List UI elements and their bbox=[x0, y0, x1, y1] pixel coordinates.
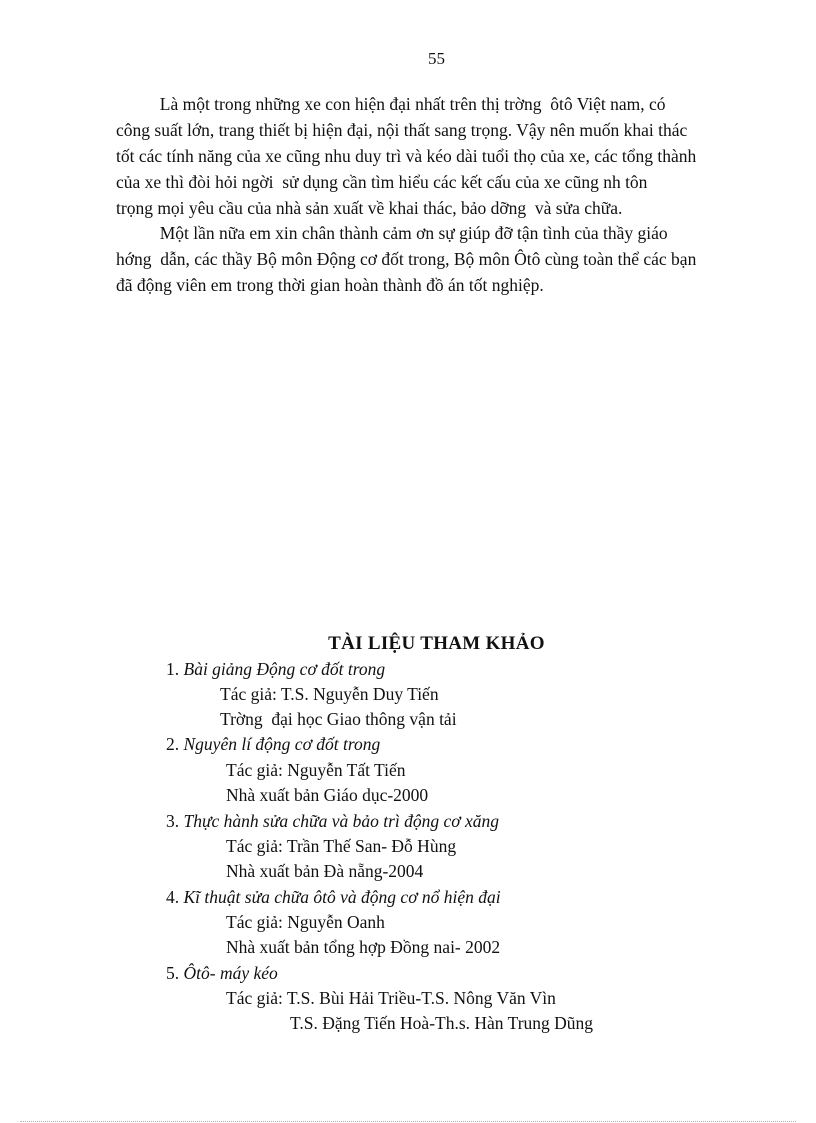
reference-title: Ôtô- máy kéo bbox=[183, 963, 278, 983]
body-line: công suất lớn, trang thiết bị hiện đại, nội thất sang trọng. Vậy nên muốn khai thác bbox=[116, 120, 688, 140]
reference-publisher: Trờng đại học Giao thông vận tải bbox=[220, 709, 457, 729]
reference-publisher: Nhà xuất bản Đà nẵng-2004 bbox=[226, 861, 424, 881]
body-line: đã động viên em trong thời gian hoàn thành đồ án tốt nghiệp. bbox=[116, 275, 544, 295]
page-number: 55 bbox=[428, 49, 445, 68]
reference-title: Bài giảng Động cơ đốt trong bbox=[183, 659, 386, 679]
reference-number: 3. bbox=[166, 811, 180, 831]
reference-number: 5. bbox=[166, 963, 180, 983]
body-line: trọng mọi yêu cầu của nhà sản xuất về khai thác, bảo dỡng và sửa chữa. bbox=[116, 198, 623, 218]
reference-author: Tác giả: T.S. Nguyễn Duy Tiến bbox=[220, 684, 439, 704]
reference-publisher: Nhà xuất bản tổng hợp Đồng nai- 2002 bbox=[226, 937, 501, 957]
reference-number: 1. bbox=[166, 659, 180, 679]
reference-author: Tác giả: Nguyễn Tất Tiến bbox=[226, 760, 406, 780]
page-bottom-rule bbox=[20, 1121, 796, 1122]
reference-title-line bbox=[166, 889, 501, 907]
body-line: tốt các tính năng của xe cũng nhu duy trì và kéo dài tuổi thọ của xe, các tổng thành bbox=[116, 146, 697, 166]
reference-number: 2. bbox=[166, 734, 180, 754]
reference-title: Thực hành sửa chữa và bảo trì động cơ xăng bbox=[183, 811, 500, 831]
reference-title: Kĩ thuật sửa chữa ôtô và động cơ nổ hiện đại bbox=[183, 887, 501, 907]
reference-title: Nguyên lí động cơ đốt trong bbox=[183, 734, 381, 754]
body-line: Một lần nữa em xin chân thành cảm ơn sự giúp đỡ tận tình của thầy giáo bbox=[116, 223, 668, 243]
reference-title-line bbox=[166, 813, 499, 831]
body-line: hớng dẫn, các thầy Bộ môn Động cơ đốt trong, Bộ môn Ôtô cùng toàn thể các bạn bbox=[116, 249, 697, 269]
reference-title-line bbox=[166, 736, 380, 754]
reference-title-line bbox=[166, 965, 278, 983]
reference-author: Tác giả: Trần Thế San- Đỗ Hùng bbox=[226, 836, 457, 856]
reference-coauthors: T.S. Đặng Tiến Hoà-Th.s. Hàn Trung Dũng bbox=[290, 1013, 594, 1033]
reference-author: Tác giả: T.S. Bùi Hải Triều-T.S. Nông Văn Vìn bbox=[226, 988, 556, 1008]
reference-author: Tác giả: Nguyễn Oanh bbox=[226, 912, 385, 932]
body-line: của xe thì đòi hỏi ngời sử dụng cần tìm hiểu các kết cấu của xe cũng nh tôn bbox=[116, 172, 648, 192]
body-line: Là một trong những xe con hiện đại nhất trên thị trờng ôtô Việt nam, có bbox=[116, 94, 666, 114]
references-heading: TÀI LIỆU THAM KHẢO bbox=[328, 633, 545, 654]
reference-title-line bbox=[166, 661, 385, 679]
reference-publisher: Nhà xuất bản Giáo dục-2000 bbox=[226, 785, 429, 805]
reference-number: 4. bbox=[166, 887, 180, 907]
